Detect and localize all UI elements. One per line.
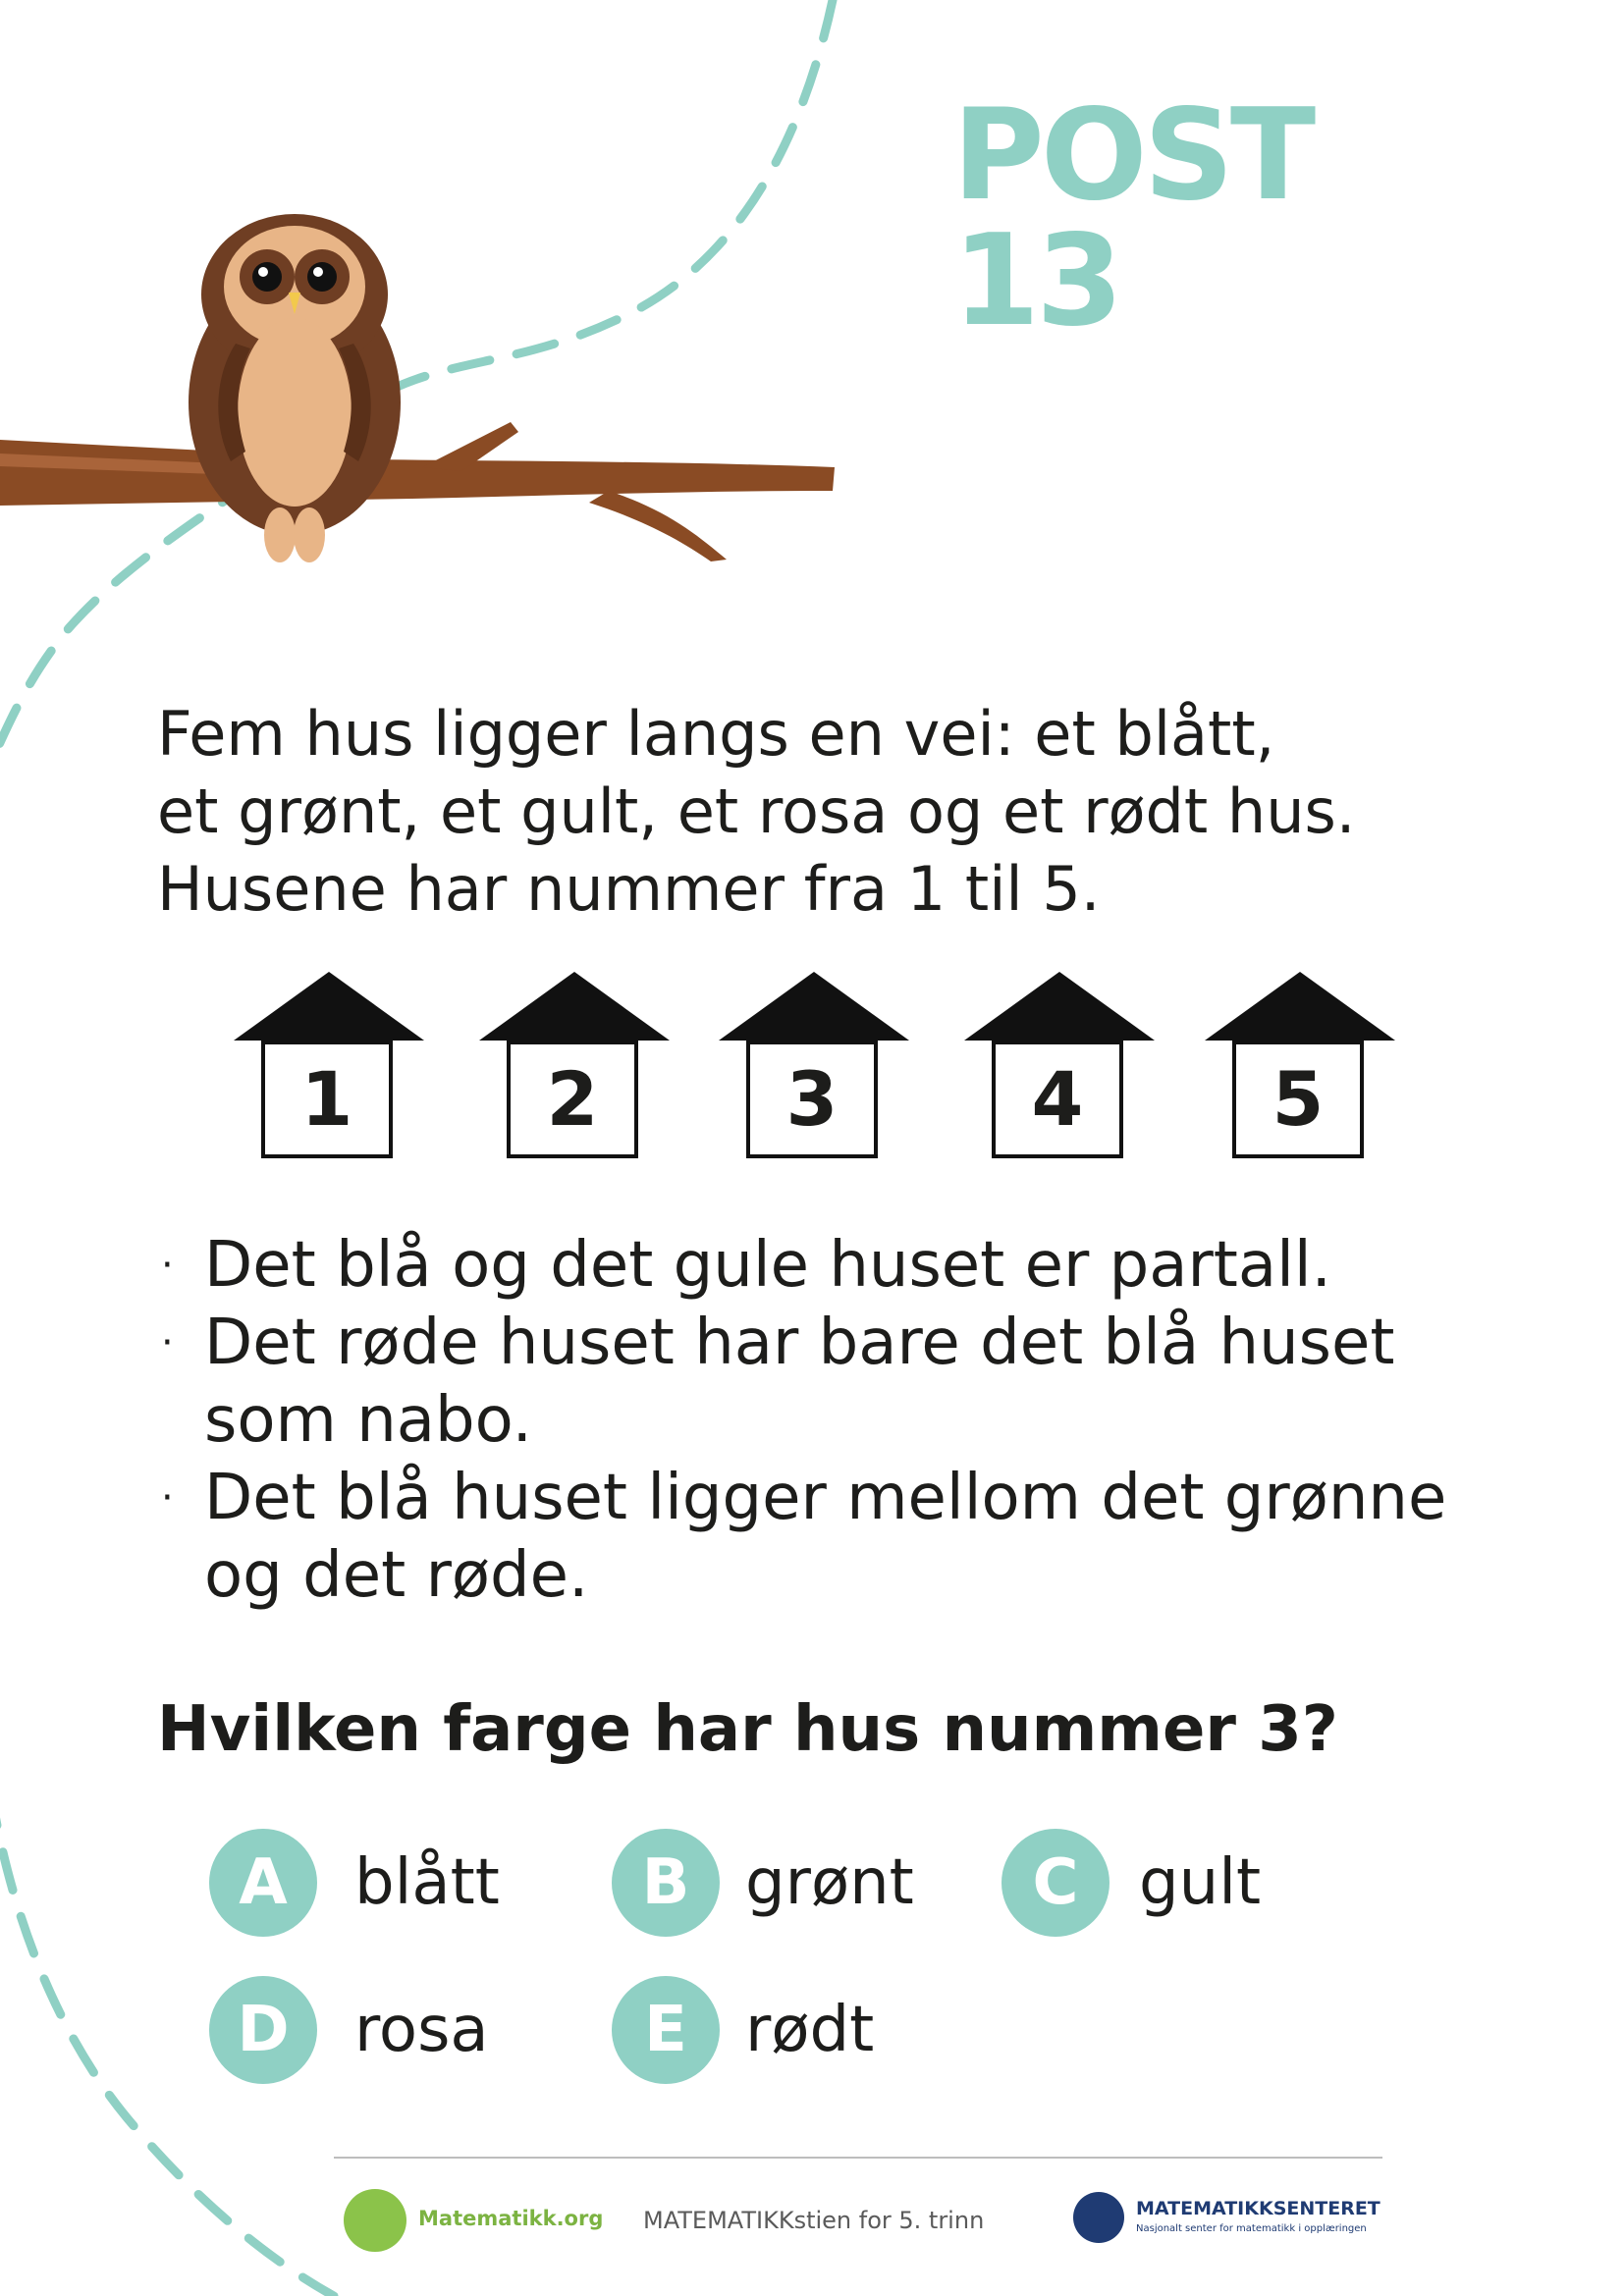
clue-text: Det røde huset har bare det blå huset xyxy=(204,1307,1395,1379)
house-row xyxy=(0,972,1624,1178)
dashed-path xyxy=(0,0,833,785)
footer-title: MATEMATIKKstien for 5. trinn xyxy=(643,2207,985,2234)
intro-line: Husene har nummer fra 1 til 5. xyxy=(157,853,1101,925)
house-number: 1 xyxy=(261,1041,393,1158)
house-number: 4 xyxy=(992,1041,1123,1158)
intro-line: Fem hus ligger langs en vei: et blått, xyxy=(157,698,1275,770)
house-roof xyxy=(479,972,670,1041)
owl-illustration xyxy=(189,214,401,562)
logo-name: MATEMATIKKSENTERET xyxy=(1136,2198,1380,2219)
answer-letter: E xyxy=(612,1976,720,2084)
bullet: · xyxy=(161,1243,174,1288)
branch-illustration xyxy=(0,422,835,561)
answer-letter: A xyxy=(209,1829,317,1937)
owl-logo-icon xyxy=(344,2189,406,2252)
house-1 xyxy=(234,972,425,1168)
house-roof xyxy=(234,972,424,1041)
clue-item xyxy=(157,1460,1473,1615)
globe-logo-icon xyxy=(1073,2192,1124,2243)
answer-label: rosa xyxy=(354,1994,489,2066)
post-title: POST 13 xyxy=(952,82,1313,354)
clue-text: Det blå huset ligger mellom det grønne xyxy=(204,1462,1447,1534)
clue-text: som nabo. xyxy=(204,1384,532,1457)
house-5 xyxy=(1205,972,1396,1168)
question: Hvilken farge har hus nummer 3? xyxy=(157,1693,1338,1766)
clue-text: og det røde. xyxy=(204,1539,589,1612)
intro-line: et grønt, et gult, et rosa og et rødt hus. xyxy=(157,775,1356,847)
answer-letter: C xyxy=(1001,1829,1110,1937)
intro-text xyxy=(157,695,1434,928)
answer-label: gult xyxy=(1139,1846,1262,1919)
house-number: 5 xyxy=(1232,1041,1364,1158)
house-roof xyxy=(964,972,1155,1041)
clue-item xyxy=(157,1305,1473,1460)
house-4 xyxy=(964,972,1156,1168)
house-number: 2 xyxy=(507,1041,638,1158)
house-roof xyxy=(1205,972,1395,1041)
logo-text: Matematikk.org xyxy=(418,2207,604,2230)
house-number: 3 xyxy=(746,1041,878,1158)
answer-letter: B xyxy=(612,1829,720,1937)
clue-list xyxy=(157,1227,1473,1615)
answer-label: blått xyxy=(354,1846,500,1919)
bullet: · xyxy=(161,1320,174,1365)
house-3 xyxy=(719,972,910,1168)
logo-subtitle: Nasjonalt senter for matematikk i opplæringen xyxy=(1136,2223,1367,2234)
answer-letter: D xyxy=(209,1976,317,2084)
clue-text: Det blå og det gule huset er partall. xyxy=(204,1229,1331,1302)
house-roof xyxy=(719,972,909,1041)
answer-label: rødt xyxy=(745,1994,875,2066)
house-2 xyxy=(479,972,671,1168)
answer-label: grønt xyxy=(745,1846,914,1919)
bullet: · xyxy=(161,1475,174,1521)
footer-divider xyxy=(334,2157,1382,2159)
clue-item xyxy=(157,1227,1473,1305)
